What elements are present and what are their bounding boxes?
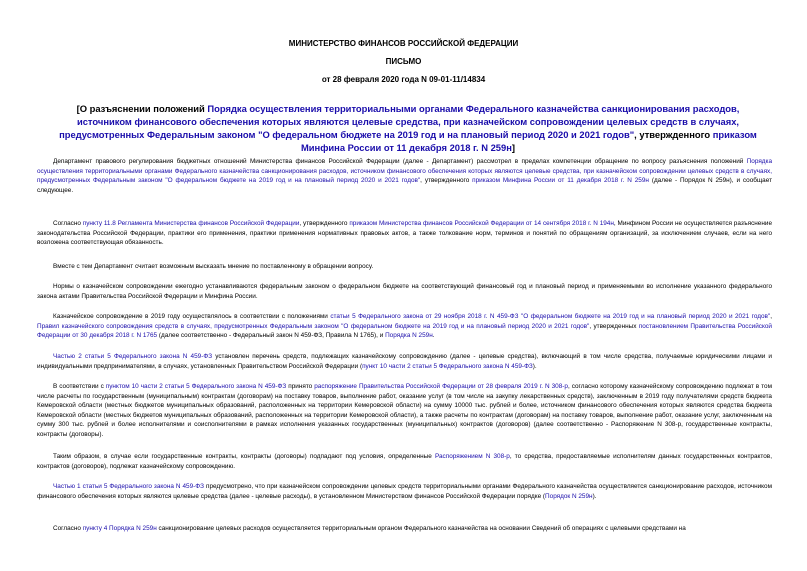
paragraph-text: Департамент правового регулирования бюджетных отношений Министерства финансов Российской Федерации (далее - Департамент) рассмотрел в пределах компетенции обращение по вопросу разъяснения положений xyxy=(53,158,747,165)
paragraph-text: установлен перечень средств, подлежащих казначейскому сопровождению (далее - целевые средства), включающий в том числе средства, получаемые юридическими лицами и индивидуальными предпринимателями, в случаях, установленных Правительством Российской Федерации ( xyxy=(37,353,772,370)
link-procedure[interactable]: Порядка осуществления территориальными органами Федерального казначейства санкционирования расходов, источником финансового обеспечения которых являются целевые средства, при казначейском сопровождении целевых средств в случаях, предусмотренных Федеральным законом "О федеральном бюджете на 2019 год и на плановый период 2020 и 2021 годов" xyxy=(37,158,772,185)
paragraph-2 xyxy=(37,219,772,248)
link-procedure-259n[interactable]: Порядка N 259н xyxy=(385,332,433,340)
link-item4[interactable]: пункту 4 Порядка N 259н xyxy=(82,525,157,532)
link-order-308r[interactable]: распоряжение Правительства Российской Федерации от 28 февраля 2019 г. N 308-р xyxy=(314,383,568,390)
paragraph-9 xyxy=(37,482,772,501)
paragraph-text: , утвержденного xyxy=(420,177,473,185)
link-part2-article5[interactable]: Частью 2 статьи 5 Федерального закона N 459-ФЗ xyxy=(53,353,213,360)
paragraph-text: Казначейское сопровождение в 2019 году осуществлялось в соответствии с положениями xyxy=(53,313,331,320)
paragraph-1 xyxy=(37,157,772,195)
paragraph-text: Согласно xyxy=(53,220,83,227)
ministry-title: МИНИСТЕРСТВО ФИНАНСОВ РОССИЙСКОЙ ФЕДЕРАЦИИ xyxy=(288,39,519,48)
paragraph-text: Таким образом, в случае если государственные контракты, контракты (договоры) подпадают под условия, определенные xyxy=(53,453,435,460)
paragraph-5 xyxy=(37,312,772,341)
paragraph-text: , утвержденного xyxy=(299,220,350,227)
paragraph-text: , то средства, предоставляемые исполнителям данных государственных контрактов, контрактов (договоров), подлежат казначейскому сопровождению. xyxy=(37,453,772,470)
link-order-308r[interactable]: Распоряжением N 308-р xyxy=(434,453,510,460)
paragraph-text: санкционирование целевых расходов осуществляется территориальным органом Федерального казначейства на основании Сведений об операциях с целевыми средствами на xyxy=(156,525,686,532)
paragraph-text: В соответствии с xyxy=(53,383,106,390)
link-procedure-259n[interactable]: Порядок N 259н xyxy=(545,492,593,500)
link-rules[interactable]: Правил казначейского сопровождения средств в случаях, предусмотренных Федеральным законом "О федеральном бюджете на 2019 год и на плановый период 2020 и 2021 годов" xyxy=(37,322,590,330)
subject-text: , утвержденного xyxy=(634,129,713,140)
paragraph-7 xyxy=(37,382,772,440)
subject-text: ] xyxy=(511,142,516,153)
link-resolution-1765[interactable]: постановлением Правительства Российской Федерации от 30 декабря 2018 г. N 1765 xyxy=(37,322,772,340)
paragraph-10 xyxy=(37,524,772,534)
link-item10[interactable]: пунктом 10 части 2 статьи 5 Федерального закона N 459-ФЗ xyxy=(105,383,287,390)
paragraph-text: предусмотрено, что при казначейском сопровождении целевых средств территориальными органами Федерального казначейства осуществляется санкционирование расходов, источником финансового обеспечения которых являются целевые средства (далее - целевые расходы), в установленном Министерством финансов Российской Федерации порядке ( xyxy=(37,483,772,500)
paragraph-6 xyxy=(37,352,772,371)
document-date-number: от 28 февраля 2020 года N 09-01-11/14834 xyxy=(321,75,486,84)
subject-link-order[interactable]: приказом Минфина России от 11 декабря 2018 г. N 259н xyxy=(300,129,757,153)
paragraph-4: Нормы о казначейском сопровождении ежегодно устанавливаются федеральным законом о федеральном бюджете на соответствующий финансовый год и плановый период и применяемыми во исполнение указанного федерального закона актами Правительства Российской Федерации и Минфина России. xyxy=(37,283,772,300)
paragraph-3: Вместе с тем Департамент считает возможным высказать мнение по поставленному в обращении вопросу. xyxy=(53,263,374,270)
paragraph-text: , xyxy=(770,313,772,320)
paragraph-text: Согласно xyxy=(53,525,83,532)
link-regulation[interactable]: пункту 11.8 Регламента Министерства финансов Российской Федерации xyxy=(82,220,300,227)
subject-link-procedure[interactable]: Порядка осуществления территориальными органами Федерального казначейства санкционирования расходов, источником финансового обеспечения которых являются целевые средства, при казначейском сопровождении целевых средств в случаях, предусмотренных Федеральным законом "О федеральном бюджете на 2019 год и на плановый период 2020 и 2021 годов" xyxy=(59,103,740,140)
paragraph-text: ). xyxy=(532,362,537,370)
paragraph-text: , согласно которому казначейскому сопровождению подлежат в том числе расчеты по государственным (муниципальным) контрактам (договорам) на поставку товаров, выполнение работ, оказание услуг (в том числе на закупку лекарственных средств), заключенным в 2019 году получателями средств бюджета Кемеровской области (местных бюджетов муниципальных образований, расположенных на территории Кемеровской области) на сумму 10000 тыс. рублей и более, источником финансового обеспечения которых являются средства бюджета Кемеровской области (местных бюджетов муниципальных образований, расположенных на территории Кемеровской области), а также расчеты по контрактам (договорам) на поставку товаров, выполнение работ, оказание услуг, заключенным на сумму 300 тыс. рублей и более исполнителями и соисполнителями в рамках исполнения указанных государственных (муниципальных) контрактов (договоров) (далее соответственно - Распоряжение N 308-р, государственные контракты, контракты (договоры). xyxy=(37,383,772,438)
paragraph-text: ). xyxy=(592,492,597,500)
paragraph-text: . xyxy=(432,332,435,340)
paragraph-text: (далее - Порядок N 259н), и сообщает следующее. xyxy=(37,177,773,194)
paragraph-text: (далее соответственно - Федеральный закон N 459-ФЗ, Правила N 1765), и xyxy=(157,332,386,340)
paragraph-text: , Минфином России не осуществляется разъяснение законодательства Российской Федерации, практики его применения, практики применения нормативных правовых актов, а также толкование норм, терминов и понятий по обращениям организаций, за исключением случаев, если на него возложена соответствующая обязанность. xyxy=(37,220,773,247)
paragraph-text: , утвержденных xyxy=(589,322,639,330)
paragraph-8 xyxy=(37,452,772,471)
subject-text: [О разъяснении положений xyxy=(76,103,208,114)
document-type: ПИСЬМО xyxy=(385,57,422,66)
link-part1-article5[interactable]: Частью 1 статьи 5 Федерального закона N 459-ФЗ xyxy=(53,483,204,490)
document-subject xyxy=(48,102,768,154)
paragraph-text: принято xyxy=(286,383,315,390)
link-order-259n[interactable]: приказом Минфина России от 11 декабря 2018 г. N 259н xyxy=(472,177,649,185)
link-law-459fz[interactable]: статьи 5 Федерального закона от 29 ноября 2018 г. N 459-ФЗ "О федеральном бюджете на 2019 год и на плановый период 2020 и 2021 годов" xyxy=(330,313,771,320)
link-item10[interactable]: пункт 10 части 2 статьи 5 Федерального закона N 459-ФЗ xyxy=(362,362,533,370)
link-order-194n[interactable]: приказом Министерства финансов Российской Федерации от 14 сентября 2018 г. N 194н xyxy=(349,220,614,227)
